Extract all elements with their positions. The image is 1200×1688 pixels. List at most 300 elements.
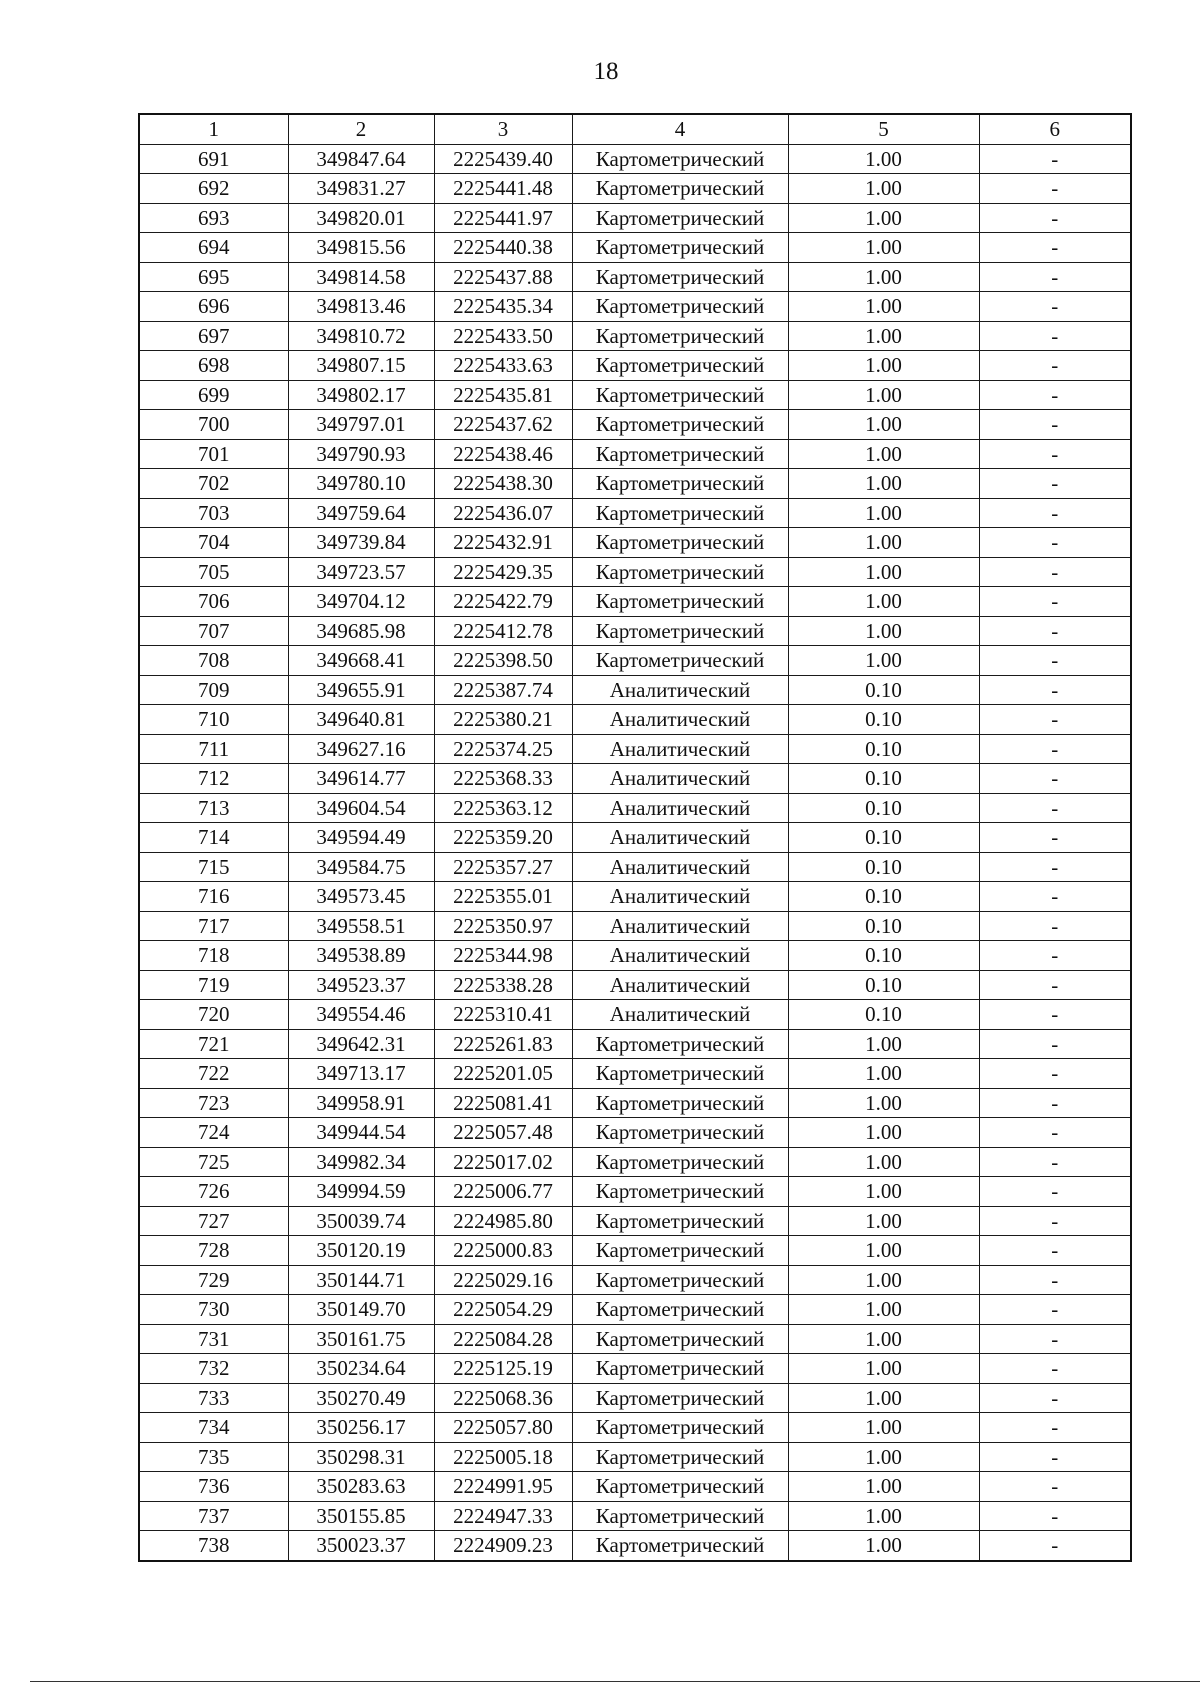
- x-coordinate-cell: 349704.12: [288, 587, 434, 617]
- table-row: [139, 174, 1131, 204]
- y-coordinate-cell: 2225201.05: [434, 1059, 572, 1089]
- point-number-cell: 696: [139, 292, 288, 322]
- point-number-cell: 715: [139, 852, 288, 882]
- method-cell: Картометрический: [572, 587, 788, 617]
- y-coordinate-cell: 2225440.38: [434, 233, 572, 263]
- accuracy-cell: 0.10: [788, 970, 979, 1000]
- method-cell: Картометрический: [572, 1118, 788, 1148]
- y-coordinate-cell: 2225359.20: [434, 823, 572, 853]
- coordinates-table: [138, 113, 1132, 1562]
- accuracy-cell: 0.10: [788, 705, 979, 735]
- method-cell: Аналитический: [572, 1000, 788, 1030]
- y-coordinate-cell: 2225398.50: [434, 646, 572, 676]
- description-cell: -: [979, 882, 1131, 912]
- method-cell: Картометрический: [572, 262, 788, 292]
- y-coordinate-cell: 2225084.28: [434, 1324, 572, 1354]
- description-cell: -: [979, 764, 1131, 794]
- description-cell: -: [979, 498, 1131, 528]
- accuracy-cell: 1.00: [788, 410, 979, 440]
- accuracy-cell: 1.00: [788, 1118, 979, 1148]
- accuracy-cell: 1.00: [788, 587, 979, 617]
- x-coordinate-cell: 349627.16: [288, 734, 434, 764]
- y-coordinate-cell: 2225441.97: [434, 203, 572, 233]
- point-number-cell: 736: [139, 1472, 288, 1502]
- table-row: [139, 1501, 1131, 1531]
- method-cell: Аналитический: [572, 705, 788, 735]
- point-number-cell: 718: [139, 941, 288, 971]
- point-number-cell: 731: [139, 1324, 288, 1354]
- method-cell: Картометрический: [572, 1088, 788, 1118]
- accuracy-cell: 1.00: [788, 1206, 979, 1236]
- accuracy-cell: 1.00: [788, 1295, 979, 1325]
- point-number-cell: 706: [139, 587, 288, 617]
- accuracy-cell: 1.00: [788, 1472, 979, 1502]
- x-coordinate-cell: 350298.31: [288, 1442, 434, 1472]
- description-cell: -: [979, 380, 1131, 410]
- description-cell: -: [979, 823, 1131, 853]
- accuracy-cell: 1.00: [788, 292, 979, 322]
- accuracy-cell: 1.00: [788, 351, 979, 381]
- method-cell: Картометрический: [572, 646, 788, 676]
- table-row: [139, 616, 1131, 646]
- table-row: [139, 1059, 1131, 1089]
- point-number-cell: 710: [139, 705, 288, 735]
- method-cell: Аналитический: [572, 734, 788, 764]
- y-coordinate-cell: 2225438.30: [434, 469, 572, 499]
- method-cell: Аналитический: [572, 823, 788, 853]
- table-row: [139, 292, 1131, 322]
- x-coordinate-cell: 350283.63: [288, 1472, 434, 1502]
- description-cell: -: [979, 705, 1131, 735]
- method-cell: Аналитический: [572, 941, 788, 971]
- description-cell: -: [979, 646, 1131, 676]
- accuracy-cell: 0.10: [788, 852, 979, 882]
- y-coordinate-cell: 2225054.29: [434, 1295, 572, 1325]
- accuracy-cell: 1.00: [788, 646, 979, 676]
- y-coordinate-cell: 2225438.46: [434, 439, 572, 469]
- x-coordinate-cell: 350155.85: [288, 1501, 434, 1531]
- table-row: [139, 1472, 1131, 1502]
- description-cell: -: [979, 1295, 1131, 1325]
- description-cell: -: [979, 852, 1131, 882]
- point-number-cell: 721: [139, 1029, 288, 1059]
- method-cell: Картометрический: [572, 1059, 788, 1089]
- x-coordinate-cell: 349813.46: [288, 292, 434, 322]
- x-coordinate-cell: 349538.89: [288, 941, 434, 971]
- method-cell: Аналитический: [572, 852, 788, 882]
- table-row: [139, 587, 1131, 617]
- x-coordinate-cell: 350256.17: [288, 1413, 434, 1443]
- y-coordinate-cell: 2225380.21: [434, 705, 572, 735]
- point-number-cell: 735: [139, 1442, 288, 1472]
- table-row: [139, 528, 1131, 558]
- x-coordinate-cell: 349982.34: [288, 1147, 434, 1177]
- method-cell: Картометрический: [572, 1177, 788, 1207]
- accuracy-cell: 1.00: [788, 174, 979, 204]
- column-header: 1: [139, 114, 288, 144]
- accuracy-cell: 0.10: [788, 941, 979, 971]
- method-cell: Картометрический: [572, 439, 788, 469]
- table-row: [139, 705, 1131, 735]
- point-number-cell: 717: [139, 911, 288, 941]
- method-cell: Картометрический: [572, 528, 788, 558]
- y-coordinate-cell: 2225387.74: [434, 675, 572, 705]
- table-row: [139, 734, 1131, 764]
- x-coordinate-cell: 349614.77: [288, 764, 434, 794]
- point-number-cell: 702: [139, 469, 288, 499]
- y-coordinate-cell: 2225081.41: [434, 1088, 572, 1118]
- description-cell: -: [979, 351, 1131, 381]
- column-header: 3: [434, 114, 572, 144]
- point-number-cell: 691: [139, 144, 288, 174]
- table-row: [139, 410, 1131, 440]
- method-cell: Картометрический: [572, 144, 788, 174]
- point-number-cell: 737: [139, 1501, 288, 1531]
- x-coordinate-cell: 349780.10: [288, 469, 434, 499]
- x-coordinate-cell: 350234.64: [288, 1354, 434, 1384]
- table-row: [139, 793, 1131, 823]
- accuracy-cell: 1.00: [788, 1059, 979, 1089]
- method-cell: Картометрический: [572, 233, 788, 263]
- x-coordinate-cell: 349814.58: [288, 262, 434, 292]
- table-row: [139, 233, 1131, 263]
- method-cell: Картометрический: [572, 203, 788, 233]
- description-cell: -: [979, 793, 1131, 823]
- point-number-cell: 701: [139, 439, 288, 469]
- point-number-cell: 720: [139, 1000, 288, 1030]
- table-row: [139, 764, 1131, 794]
- y-coordinate-cell: 2225435.34: [434, 292, 572, 322]
- point-number-cell: 713: [139, 793, 288, 823]
- method-cell: Картометрический: [572, 1147, 788, 1177]
- point-number-cell: 719: [139, 970, 288, 1000]
- y-coordinate-cell: 2225355.01: [434, 882, 572, 912]
- description-cell: -: [979, 1472, 1131, 1502]
- y-coordinate-cell: 2225125.19: [434, 1354, 572, 1384]
- method-cell: Картометрический: [572, 292, 788, 322]
- x-coordinate-cell: 350161.75: [288, 1324, 434, 1354]
- table-row: [139, 498, 1131, 528]
- table-row: [139, 1442, 1131, 1472]
- column-header: 5: [788, 114, 979, 144]
- accuracy-cell: 1.00: [788, 1147, 979, 1177]
- x-coordinate-cell: 349847.64: [288, 144, 434, 174]
- point-number-cell: 699: [139, 380, 288, 410]
- table-row: [139, 557, 1131, 587]
- point-number-cell: 703: [139, 498, 288, 528]
- table-row: [139, 1324, 1131, 1354]
- x-coordinate-cell: 349831.27: [288, 174, 434, 204]
- y-coordinate-cell: 2225436.07: [434, 498, 572, 528]
- description-cell: -: [979, 321, 1131, 351]
- description-cell: -: [979, 1413, 1131, 1443]
- point-number-cell: 694: [139, 233, 288, 263]
- method-cell: Аналитический: [572, 793, 788, 823]
- y-coordinate-cell: 2225006.77: [434, 1177, 572, 1207]
- x-coordinate-cell: 349815.56: [288, 233, 434, 263]
- table-row: [139, 262, 1131, 292]
- y-coordinate-cell: 2225057.48: [434, 1118, 572, 1148]
- description-cell: -: [979, 1324, 1131, 1354]
- x-coordinate-cell: 349523.37: [288, 970, 434, 1000]
- y-coordinate-cell: 2225412.78: [434, 616, 572, 646]
- description-cell: -: [979, 970, 1131, 1000]
- description-cell: -: [979, 911, 1131, 941]
- accuracy-cell: 0.10: [788, 734, 979, 764]
- x-coordinate-cell: 349790.93: [288, 439, 434, 469]
- y-coordinate-cell: 2224947.33: [434, 1501, 572, 1531]
- accuracy-cell: 1.00: [788, 1324, 979, 1354]
- description-cell: -: [979, 1118, 1131, 1148]
- y-coordinate-cell: 2225005.18: [434, 1442, 572, 1472]
- method-cell: Картометрический: [572, 1324, 788, 1354]
- accuracy-cell: 1.00: [788, 1531, 979, 1561]
- accuracy-cell: 1.00: [788, 528, 979, 558]
- table-row: [139, 144, 1131, 174]
- table-row: [139, 203, 1131, 233]
- x-coordinate-cell: 350144.71: [288, 1265, 434, 1295]
- accuracy-cell: 0.10: [788, 882, 979, 912]
- table-row: [139, 1295, 1131, 1325]
- description-cell: -: [979, 1442, 1131, 1472]
- method-cell: Картометрический: [572, 380, 788, 410]
- description-cell: -: [979, 1059, 1131, 1089]
- method-cell: Картометрический: [572, 1501, 788, 1531]
- description-cell: -: [979, 233, 1131, 263]
- point-number-cell: 708: [139, 646, 288, 676]
- accuracy-cell: 0.10: [788, 793, 979, 823]
- method-cell: Картометрический: [572, 1265, 788, 1295]
- y-coordinate-cell: 2225357.27: [434, 852, 572, 882]
- y-coordinate-cell: 2224909.23: [434, 1531, 572, 1561]
- accuracy-cell: 1.00: [788, 233, 979, 263]
- header-row: [139, 114, 1131, 144]
- point-number-cell: 698: [139, 351, 288, 381]
- column-header: 4: [572, 114, 788, 144]
- x-coordinate-cell: 349944.54: [288, 1118, 434, 1148]
- description-cell: -: [979, 469, 1131, 499]
- method-cell: Картометрический: [572, 1413, 788, 1443]
- point-number-cell: 726: [139, 1177, 288, 1207]
- page-bottom-rule: [30, 1681, 1200, 1682]
- description-cell: -: [979, 203, 1131, 233]
- x-coordinate-cell: 349810.72: [288, 321, 434, 351]
- point-number-cell: 728: [139, 1236, 288, 1266]
- point-number-cell: 693: [139, 203, 288, 233]
- x-coordinate-cell: 349558.51: [288, 911, 434, 941]
- table-header: [139, 114, 1131, 144]
- method-cell: Картометрический: [572, 1472, 788, 1502]
- table-row: [139, 852, 1131, 882]
- table-row: [139, 469, 1131, 499]
- point-number-cell: 716: [139, 882, 288, 912]
- table-row: [139, 351, 1131, 381]
- point-number-cell: 725: [139, 1147, 288, 1177]
- y-coordinate-cell: 2225437.62: [434, 410, 572, 440]
- point-number-cell: 705: [139, 557, 288, 587]
- accuracy-cell: 1.00: [788, 1354, 979, 1384]
- point-number-cell: 704: [139, 528, 288, 558]
- accuracy-cell: 1.00: [788, 557, 979, 587]
- description-cell: -: [979, 1206, 1131, 1236]
- accuracy-cell: 0.10: [788, 675, 979, 705]
- x-coordinate-cell: 349554.46: [288, 1000, 434, 1030]
- point-number-cell: 732: [139, 1354, 288, 1384]
- table-row: [139, 1088, 1131, 1118]
- point-number-cell: 692: [139, 174, 288, 204]
- point-number-cell: 724: [139, 1118, 288, 1148]
- description-cell: -: [979, 1531, 1131, 1561]
- x-coordinate-cell: 349797.01: [288, 410, 434, 440]
- accuracy-cell: 1.00: [788, 1265, 979, 1295]
- y-coordinate-cell: 2225338.28: [434, 970, 572, 1000]
- description-cell: -: [979, 941, 1131, 971]
- x-coordinate-cell: 349713.17: [288, 1059, 434, 1089]
- x-coordinate-cell: 349723.57: [288, 557, 434, 587]
- method-cell: Картометрический: [572, 351, 788, 381]
- method-cell: Картометрический: [572, 1354, 788, 1384]
- y-coordinate-cell: 2225017.02: [434, 1147, 572, 1177]
- table-row: [139, 1206, 1131, 1236]
- accuracy-cell: 1.00: [788, 469, 979, 499]
- table-row: [139, 1531, 1131, 1561]
- accuracy-cell: 1.00: [788, 1383, 979, 1413]
- method-cell: Картометрический: [572, 557, 788, 587]
- accuracy-cell: 1.00: [788, 1236, 979, 1266]
- x-coordinate-cell: 349807.15: [288, 351, 434, 381]
- description-cell: -: [979, 439, 1131, 469]
- accuracy-cell: 1.00: [788, 380, 979, 410]
- point-number-cell: 714: [139, 823, 288, 853]
- x-coordinate-cell: 349739.84: [288, 528, 434, 558]
- method-cell: Картометрический: [572, 174, 788, 204]
- accuracy-cell: 1.00: [788, 321, 979, 351]
- method-cell: Картометрический: [572, 616, 788, 646]
- x-coordinate-cell: 349584.75: [288, 852, 434, 882]
- y-coordinate-cell: 2225000.83: [434, 1236, 572, 1266]
- point-number-cell: 723: [139, 1088, 288, 1118]
- page-number: 18: [593, 58, 619, 85]
- y-coordinate-cell: 2224991.95: [434, 1472, 572, 1502]
- point-number-cell: 729: [139, 1265, 288, 1295]
- table-row: [139, 1354, 1131, 1384]
- x-coordinate-cell: 349642.31: [288, 1029, 434, 1059]
- description-cell: -: [979, 1000, 1131, 1030]
- description-cell: -: [979, 1177, 1131, 1207]
- description-cell: -: [979, 174, 1131, 204]
- method-cell: Аналитический: [572, 675, 788, 705]
- point-number-cell: 695: [139, 262, 288, 292]
- y-coordinate-cell: 2225068.36: [434, 1383, 572, 1413]
- method-cell: Аналитический: [572, 970, 788, 1000]
- accuracy-cell: 1.00: [788, 262, 979, 292]
- y-coordinate-cell: 2225429.35: [434, 557, 572, 587]
- description-cell: -: [979, 675, 1131, 705]
- point-number-cell: 697: [139, 321, 288, 351]
- accuracy-cell: 1.00: [788, 1177, 979, 1207]
- accuracy-cell: 1.00: [788, 203, 979, 233]
- table-row: [139, 1177, 1131, 1207]
- method-cell: Аналитический: [572, 882, 788, 912]
- y-coordinate-cell: 2225435.81: [434, 380, 572, 410]
- accuracy-cell: 1.00: [788, 498, 979, 528]
- method-cell: Картометрический: [572, 1442, 788, 1472]
- method-cell: Картометрический: [572, 1029, 788, 1059]
- description-cell: -: [979, 1236, 1131, 1266]
- accuracy-cell: 0.10: [788, 911, 979, 941]
- method-cell: Картометрический: [572, 410, 788, 440]
- column-header: 6: [979, 114, 1131, 144]
- table-row: [139, 646, 1131, 676]
- y-coordinate-cell: 2225310.41: [434, 1000, 572, 1030]
- table-row: [139, 1413, 1131, 1443]
- table-row: [139, 1118, 1131, 1148]
- accuracy-cell: 1.00: [788, 1413, 979, 1443]
- x-coordinate-cell: 350120.19: [288, 1236, 434, 1266]
- table-row: [139, 1236, 1131, 1266]
- description-cell: -: [979, 528, 1131, 558]
- point-number-cell: 700: [139, 410, 288, 440]
- description-cell: -: [979, 410, 1131, 440]
- y-coordinate-cell: 2225368.33: [434, 764, 572, 794]
- x-coordinate-cell: 349820.01: [288, 203, 434, 233]
- accuracy-cell: 1.00: [788, 439, 979, 469]
- accuracy-cell: 1.00: [788, 144, 979, 174]
- table-row: [139, 941, 1131, 971]
- point-number-cell: 707: [139, 616, 288, 646]
- x-coordinate-cell: 349594.49: [288, 823, 434, 853]
- accuracy-cell: 1.00: [788, 1442, 979, 1472]
- method-cell: Картометрический: [572, 1206, 788, 1236]
- method-cell: Картометрический: [572, 1383, 788, 1413]
- point-number-cell: 727: [139, 1206, 288, 1236]
- method-cell: Картометрический: [572, 469, 788, 499]
- y-coordinate-cell: 2225057.80: [434, 1413, 572, 1443]
- x-coordinate-cell: 349604.54: [288, 793, 434, 823]
- y-coordinate-cell: 2225029.16: [434, 1265, 572, 1295]
- accuracy-cell: 1.00: [788, 616, 979, 646]
- point-number-cell: 709: [139, 675, 288, 705]
- y-coordinate-cell: 2225432.91: [434, 528, 572, 558]
- table-row: [139, 380, 1131, 410]
- description-cell: -: [979, 1383, 1131, 1413]
- point-number-cell: 712: [139, 764, 288, 794]
- accuracy-cell: 1.00: [788, 1501, 979, 1531]
- table-row: [139, 1383, 1131, 1413]
- description-cell: -: [979, 1029, 1131, 1059]
- method-cell: Картометрический: [572, 498, 788, 528]
- y-coordinate-cell: 2225433.63: [434, 351, 572, 381]
- method-cell: Картометрический: [572, 1295, 788, 1325]
- table-row: [139, 823, 1131, 853]
- point-number-cell: 738: [139, 1531, 288, 1561]
- table-row: [139, 911, 1131, 941]
- accuracy-cell: 0.10: [788, 823, 979, 853]
- method-cell: Картометрический: [572, 321, 788, 351]
- x-coordinate-cell: 349994.59: [288, 1177, 434, 1207]
- point-number-cell: 734: [139, 1413, 288, 1443]
- description-cell: -: [979, 144, 1131, 174]
- y-coordinate-cell: 2225439.40: [434, 144, 572, 174]
- y-coordinate-cell: 2225350.97: [434, 911, 572, 941]
- description-cell: -: [979, 1147, 1131, 1177]
- y-coordinate-cell: 2225374.25: [434, 734, 572, 764]
- method-cell: Аналитический: [572, 911, 788, 941]
- x-coordinate-cell: 349655.91: [288, 675, 434, 705]
- y-coordinate-cell: 2225441.48: [434, 174, 572, 204]
- x-coordinate-cell: 350270.49: [288, 1383, 434, 1413]
- point-number-cell: 722: [139, 1059, 288, 1089]
